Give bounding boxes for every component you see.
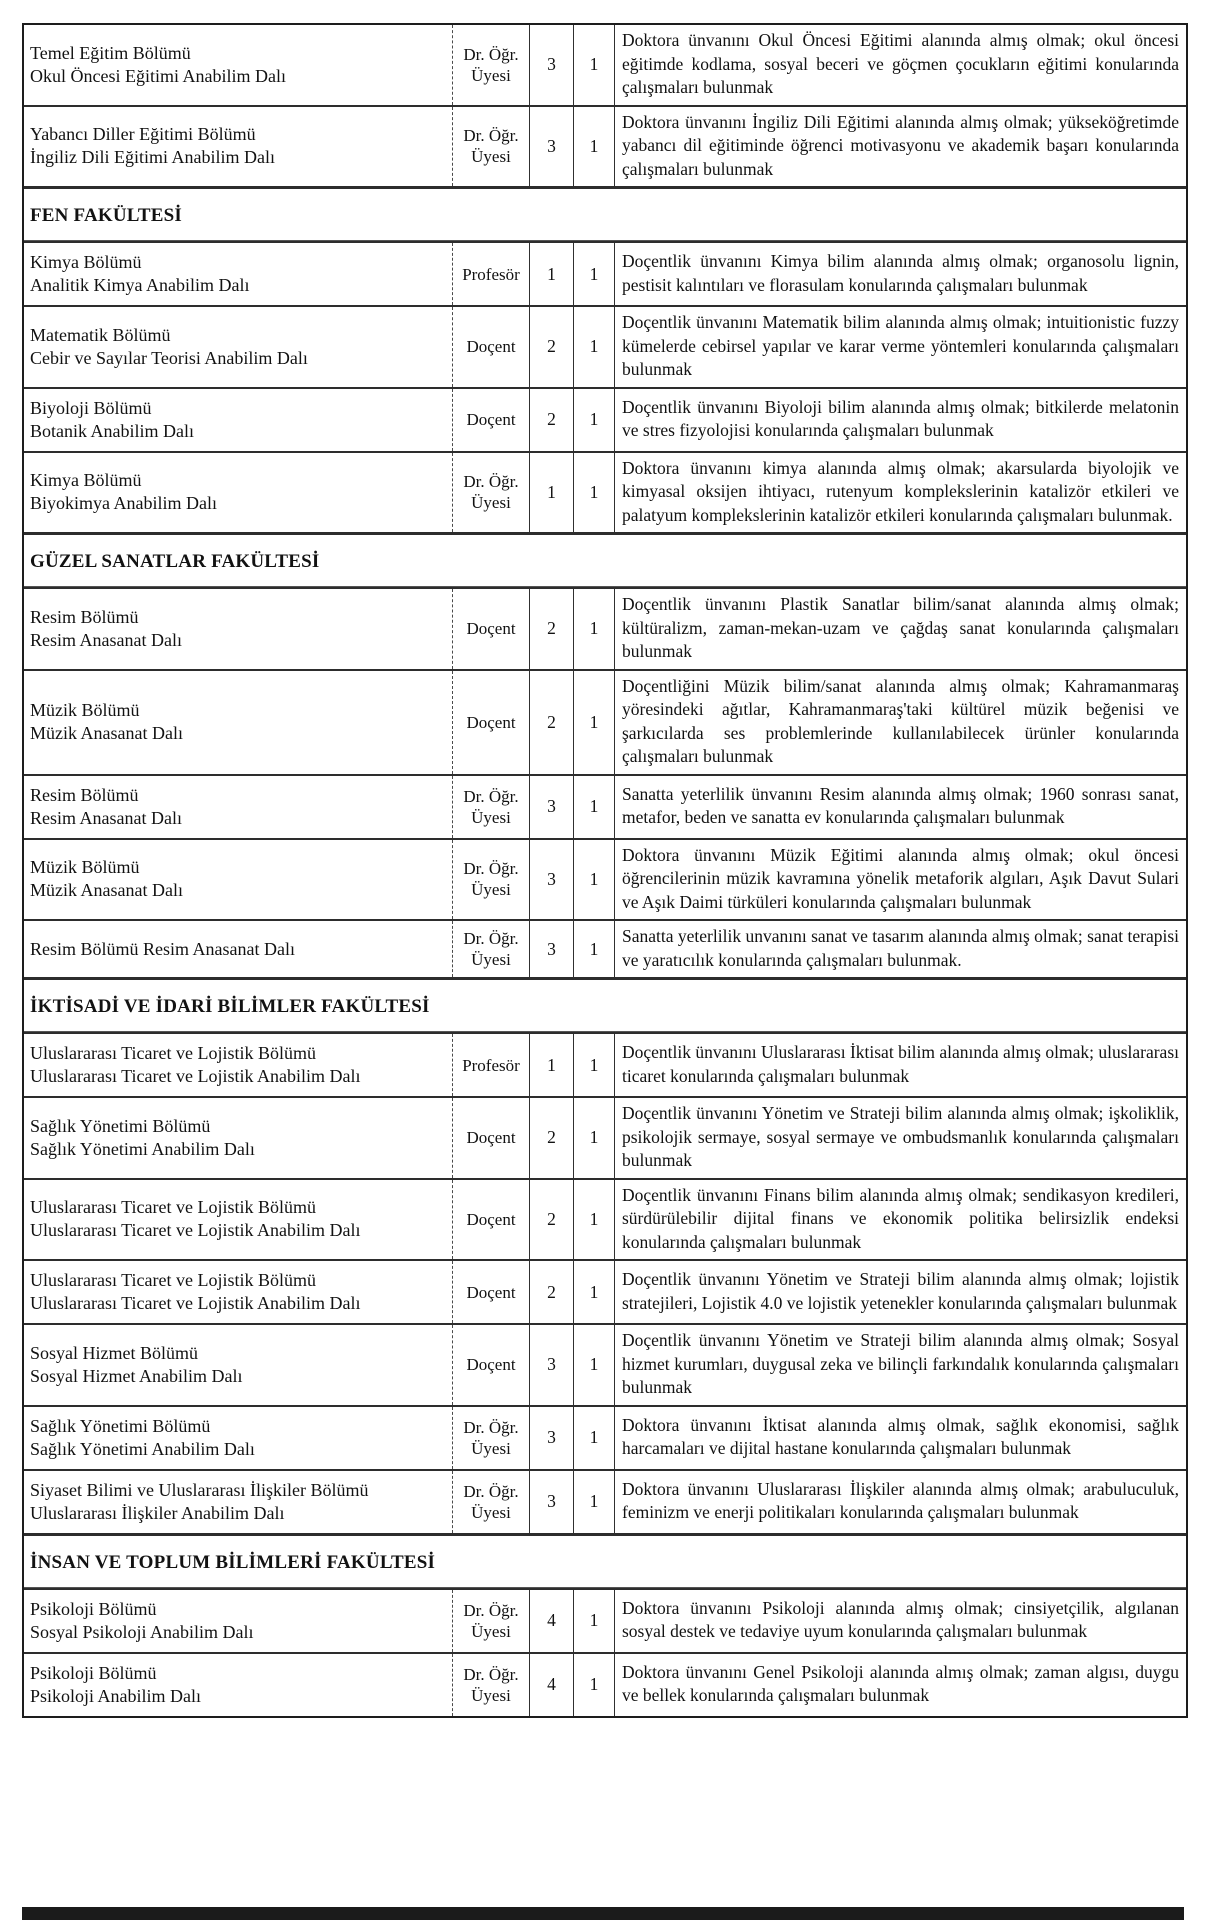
count-cell: 1 [574,1590,615,1652]
qualification-text: Doçentlik ünvanını Kimya bilim alanında almış olmak; organosolu lignin, pestisit kalıntıları ve florasulam konularında çalışmaları bulunmak [622,251,1179,295]
department-line: Müzik Anasanat Dalı [30,880,183,901]
title-cell [452,1034,530,1096]
qualification-cell [615,1325,1186,1405]
position-row [24,774,1186,838]
department-cell [24,1180,452,1260]
title-line: Üyesi [471,493,511,513]
department-line: Sağlık Yönetimi Anabilim Dalı [30,1138,255,1159]
title-cell [452,1590,530,1652]
title-line: Üyesi [471,807,511,827]
department-line: Kimya Bölümü [30,470,142,491]
title-line: Dr. Öğr. [463,1417,519,1437]
position-row [24,1096,1186,1178]
department-line: Müzik Anasanat Dalı [30,723,183,743]
title-line: Doçent [466,1355,516,1375]
degree-cell: 1 [530,243,574,305]
degree-cell: 4 [530,1590,574,1652]
qualification-cell [615,1098,1186,1178]
count-cell: 1 [574,840,615,920]
qualification-text: Doktora ünvanını kimya alanında almış olmak; akarsularda biyolojik ve kimyasal oksijen ihtiyacı, rutenyum komplekslerinin katalizör etkileri ve palatyum komplekslerinin katalizör etkileri konularında çalışmaları bulunmak. [622,457,1179,525]
title-line: Dr. Öğr. [463,126,519,146]
positions-table [22,23,1188,1718]
department-line: Temel Eğitim Bölümü [30,42,191,63]
department-line: Psikoloji Anabilim Dalı [30,1685,202,1706]
title-cell [452,243,530,305]
title-cell [452,1261,530,1323]
department-line: Biyokimya Anabilim Dalı [30,493,217,514]
title-line: Dr. Öğr. [463,1600,519,1620]
qualification-text: Doktora ünvanını Müzik Eğitimi alanında almış olmak; okul öncesi öğrencilerinin müzik kavramına yönelik metaforik algıları, Aşık Davut Sulari ve Aşık Daimi türküleri konularında çalışmaları bulunmak [622,844,1179,912]
count-cell: 1 [574,1407,615,1469]
qualification-text: Sanatta yeterlilik ünvanını Resim alanında almış olmak; 1960 sonrası sanat, metafor, beden ve sanatta ev konularında çalışmaları bulunmak [622,783,1179,827]
department-line: Matematik Bölümü [30,324,171,345]
title-line: Dr. Öğr. [463,859,519,879]
title-line: Üyesi [471,1621,511,1641]
title-line: Dr. Öğr. [463,929,519,948]
title-line: Doçent [466,410,516,429]
department-cell [24,1590,452,1652]
count-cell: 1 [574,921,615,977]
department-cell [24,776,452,838]
degree-cell: 3 [530,1471,574,1533]
degree-cell: 3 [530,921,574,977]
title-line: Doçent [466,712,516,732]
title-line: Üyesi [471,1685,511,1705]
title-cell [452,25,530,105]
qualification-text: Doçentlik ünvanını Yönetim ve Strateji bilim alanında almış olmak; işkoliklik, psikolojik sermaye, sosyal sermaye ve ombudsmanlık konularında çalışmaları bulunmak [622,1103,1179,1170]
title-line: Doçent [466,337,516,357]
title-cell [452,776,530,838]
department-line: Sosyal Hizmet Anabilim Dalı [30,1365,243,1386]
title-cell [452,840,530,920]
count-cell: 1 [574,25,615,105]
qualification-cell [615,1471,1186,1533]
department-line: Sağlık Yönetimi Bölümü [30,1415,211,1436]
department-cell [24,1261,452,1323]
position-row [24,241,1186,305]
department-line: Müzik Bölümü [30,857,140,878]
degree-cell: 3 [530,25,574,105]
count-cell: 1 [574,671,615,774]
title-cell [452,389,530,451]
position-row [24,1405,1186,1469]
department-line: Psikoloji Bölümü [30,1598,157,1619]
position-row [24,669,1186,774]
title-cell [452,453,530,533]
position-row [24,105,1186,187]
position-row [24,587,1186,669]
qualification-text: Doktora ünvanını Uluslararası İlişkiler alanında almış olmak; arabuluculuk, feminizm ve enerji politikaları konularında çalışmaları bulunmak [622,1478,1179,1522]
department-cell [24,107,452,187]
qualification-text: Doçentlik ünvanını Biyoloji bilim alanında almış olmak; bitkilerde melatonin ve stres fizyolojisi konularında çalışmaları bulunmak [622,396,1179,440]
degree-cell: 2 [530,671,574,774]
degree-cell: 1 [530,453,574,533]
count-cell: 1 [574,107,615,187]
qualification-cell [615,307,1186,387]
qualification-cell [615,1654,1186,1716]
department-line: Müzik Bölümü [30,700,140,720]
department-line: Cebir ve Sayılar Teorisi Anabilim Dalı [30,347,308,368]
degree-cell: 1 [530,1034,574,1096]
position-row [24,305,1186,387]
title-line: Doçent [466,619,516,639]
qualification-cell [615,1180,1186,1260]
count-cell: 1 [574,1180,615,1260]
position-row [24,1323,1186,1405]
qualification-cell [615,1407,1186,1469]
title-line: Üyesi [471,1502,511,1522]
department-line: Resim Bölümü [30,606,139,627]
department-line: Resim Anasanat Dalı [30,807,182,828]
count-cell: 1 [574,776,615,838]
department-line: Sosyal Hizmet Bölümü [30,1342,198,1363]
degree-cell: 2 [530,307,574,387]
count-cell: 1 [574,1471,615,1533]
title-cell [452,107,530,187]
department-line: Botanik Anabilim Dalı [30,420,194,441]
qualification-cell [615,1034,1186,1096]
department-line: Sağlık Yönetimi Anabilim Dalı [30,1438,255,1459]
qualification-cell [615,1590,1186,1652]
title-line: Üyesi [471,950,511,969]
count-cell: 1 [574,1261,615,1323]
position-row [24,1178,1186,1260]
department-line: Yabancı Diller Eğitimi Bölümü [30,124,256,145]
title-cell [452,589,530,669]
title-line: Doçent [466,1282,516,1302]
department-cell [24,671,452,774]
title-line: Üyesi [471,147,511,167]
department-line: Okul Öncesi Eğitimi Anabilim Dalı [30,65,286,86]
title-cell [452,1180,530,1260]
degree-cell: 3 [530,1407,574,1469]
department-line: İngiliz Dili Eğitimi Anabilim Dalı [30,147,275,168]
department-cell [24,307,452,387]
department-line: Uluslararası Ticaret ve Lojistik Anabilim Dalı [30,1066,361,1086]
degree-cell: 2 [530,1180,574,1260]
position-row [24,838,1186,920]
qualification-text: Doçentlik ünvanını Uluslararası İktisat bilim alanında almış olmak; uluslararası ticaret konularında çalışmaları bulunmak [622,1042,1179,1086]
department-line: Sosyal Psikoloji Anabilim Dalı [30,1621,254,1642]
count-cell: 1 [574,1034,615,1096]
qualification-text: Doçentlik ünvanını Finans bilim alanında almış olmak; sendikasyon kredileri, sürdürülebilir dijital finans ve ekonomik politika belirsizlik endeksi konularında çalışmaları bulunmak [622,1184,1179,1252]
next-row-partial-strip [22,1907,1184,1920]
title-cell [452,1471,530,1533]
qualification-text: Doktora ünvanını Psikoloji alanında almış olmak; cinsiyetçilik, algılanan sosyal destek ve tedaviye uyum konularında çalışmaları bulunmak [622,1597,1179,1641]
title-line: Üyesi [471,1438,511,1458]
title-cell [452,1098,530,1178]
qualification-text: Doçentlik ünvanını Matematik bilim alanında almış olmak; intuitionistic fuzzy kümelerde cebirsel yapılar ve karar verme yöntemleri konularında çalışmaları bulunmak [622,312,1179,379]
qualification-cell [615,453,1186,533]
department-line: Resim Bölümü [30,784,139,805]
qualification-text: Sanatta yeterlilik unvanını sanat ve tasarım alanında almış olmak; sanat terapisi ve yaratıcılık konularında çalışmaları bulunmak. [622,926,1179,970]
department-line: Uluslararası Ticaret ve Lojistik Anabilim Dalı [30,1220,361,1241]
qualification-cell [615,589,1186,669]
qualification-cell [615,1261,1186,1323]
title-cell [452,1654,530,1716]
title-line: Dr. Öğr. [463,786,519,806]
department-cell [24,1098,452,1178]
department-cell [24,1407,452,1469]
position-row [24,1652,1186,1716]
degree-cell: 3 [530,107,574,187]
degree-cell: 2 [530,1261,574,1323]
degree-cell: 4 [530,1654,574,1716]
count-cell: 1 [574,589,615,669]
degree-cell: 3 [530,1325,574,1405]
position-row [24,25,1186,105]
department-line: Uluslararası Ticaret ve Lojistik Bölümü [30,1197,316,1218]
qualification-cell [615,776,1186,838]
department-line: Siyaset Bilimi ve Uluslararası İlişkiler Bölümü [30,1479,369,1500]
qualification-text: Doktora ünvanını Okul Öncesi Eğitimi alanında almış olmak; okul öncesi eğitimde kodlama, sosyal beceri ve göçmen çocukların eğitimi konularında çalışmaları bulunmak [622,30,1179,97]
qualification-text: Doktora ünvanını İktisat alanında almış olmak, sağlık ekonomisi, sağlık harcamaları ve dijital hastane konularında çalışmaları bulunmak [622,1414,1179,1458]
department-cell [24,921,452,977]
degree-cell: 3 [530,776,574,838]
count-cell: 1 [574,1325,615,1405]
qualification-cell [615,107,1186,187]
department-cell [24,453,452,533]
qualification-text: Doçentliğini Müzik bilim/sanat alanında almış olmak; Kahramanmaraş yöresindeki ağıtlar, Kahramanmaraş'taki kültürel müzik beğenisi ve şarkıcılarda ses problemlerinde kullanılabilecek ürünler konularında çalışmaları bulunmak [622,675,1179,766]
count-cell: 1 [574,243,615,305]
qualification-text: Doçentlik ünvanını Yönetim ve Strateji bilim alanında almış olmak; lojistik stratejileri, Lojistik 4.0 ve lojistik yetenekler konularında çalışmaları bulunmak [622,1269,1179,1313]
qualification-text: Doçentlik ünvanını Plastik Sanatlar bilim/sanat alanında almış olmak; kültüralizm, zaman-mekan-uzam ve çağdaş sanat konularında çalışmaları bulunmak [622,594,1179,661]
title-line: Doçent [466,1209,516,1229]
qualification-text: Doçentlik ünvanını Yönetim ve Strateji bilim alanında almış olmak; Sosyal hizmet kurumları, duygusal zeka ve bilinçli farkındalık konularında çalışmaları bulunmak [622,1330,1179,1397]
count-cell: 1 [574,1654,615,1716]
title-line: Dr. Öğr. [463,472,519,492]
department-line: Sağlık Yönetimi Bölümü [30,1115,211,1136]
degree-cell: 2 [530,389,574,451]
department-cell [24,25,452,105]
degree-cell: 3 [530,840,574,920]
qualification-cell [615,25,1186,105]
department-line: Uluslararası İlişkiler Anabilim Dalı [30,1502,285,1523]
department-cell [24,1325,452,1405]
position-row [24,919,1186,977]
department-line: Resim Anasanat Dalı [30,629,182,650]
qualification-cell [615,671,1186,774]
position-row [24,387,1186,451]
title-cell [452,1407,530,1469]
count-cell: 1 [574,453,615,533]
department-line: Uluslararası Ticaret ve Lojistik Bölümü [30,1270,316,1290]
department-line: Biyoloji Bölümü [30,397,152,418]
count-cell: 1 [574,307,615,387]
qualification-text: Doktora ünvanını İngiliz Dili Eğitimi alanında almış olmak; yükseköğretimde yabancı dil eğitiminde öğrenci motivasyonu ve akademik başarı konularında çalışmaları bulunmak [622,111,1179,179]
title-cell [452,921,530,977]
department-line: Uluslararası Ticaret ve Lojistik Bölümü [30,1043,316,1063]
faculty-section-header: GÜZEL SANATLAR FAKÜLTESİ [24,532,1186,587]
degree-cell: 2 [530,1098,574,1178]
degree-cell: 2 [530,589,574,669]
position-row [24,1469,1186,1533]
title-cell [452,307,530,387]
title-line: Dr. Öğr. [463,44,519,64]
title-line: Profesör [462,264,520,284]
count-cell: 1 [574,389,615,451]
department-cell [24,1034,452,1096]
department-cell [24,389,452,451]
title-line: Üyesi [471,880,511,900]
title-line: Profesör [462,1055,520,1075]
department-cell [24,243,452,305]
department-line: Resim Bölümü Resim Anasanat Dalı [30,938,295,959]
department-line: Analitik Kimya Anabilim Dalı [30,275,250,295]
department-cell [24,840,452,920]
position-row [24,1588,1186,1652]
title-line: Dr. Öğr. [463,1481,519,1501]
department-cell [24,1654,452,1716]
department-line: Psikoloji Bölümü [30,1662,157,1683]
position-row [24,451,1186,533]
department-line: Kimya Bölümü [30,252,142,272]
department-line: Uluslararası Ticaret ve Lojistik Anabilim Dalı [30,1293,361,1313]
faculty-section-header: İNSAN VE TOPLUM BİLİMLERİ FAKÜLTESİ [24,1533,1186,1588]
title-line: Doçent [466,1128,516,1148]
title-cell [452,671,530,774]
qualification-text: Doktora ünvanını Genel Psikoloji alanında almış olmak; zaman algısı, duygu ve bellek konularında çalışmaları bulunmak [622,1661,1179,1705]
qualification-cell [615,389,1186,451]
qualification-cell [615,243,1186,305]
qualification-cell [615,840,1186,920]
title-line: Dr. Öğr. [463,1664,519,1684]
faculty-section-header: İKTİSADİ VE İDARİ BİLİMLER FAKÜLTESİ [24,977,1186,1032]
faculty-section-header: FEN FAKÜLTESİ [24,186,1186,241]
position-row [24,1259,1186,1323]
qualification-cell [615,921,1186,977]
title-line: Üyesi [471,65,511,85]
count-cell: 1 [574,1098,615,1178]
department-cell [24,589,452,669]
department-cell [24,1471,452,1533]
position-row [24,1032,1186,1096]
title-cell [452,1325,530,1405]
